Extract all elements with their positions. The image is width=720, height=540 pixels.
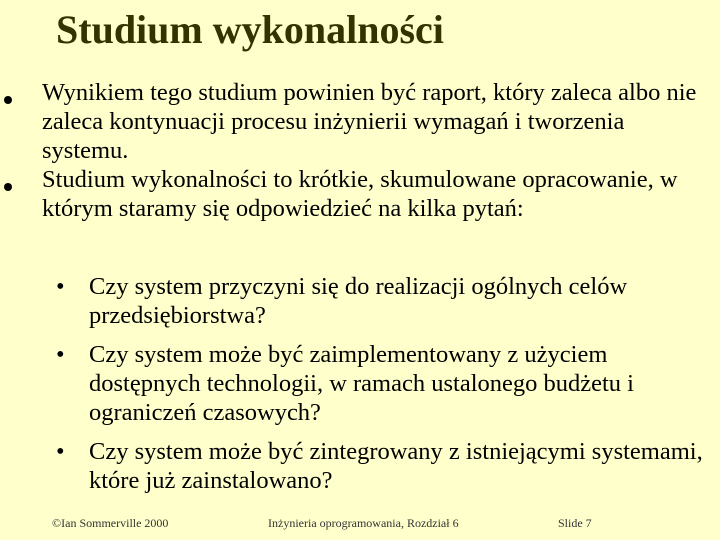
footer-slide-number: Slide 7 — [558, 516, 592, 530]
page-title: Studium wykonalności — [56, 7, 444, 52]
sub-bullet-text-1: Czy system przyczyni się do realizacji ogólnych celów przedsiębiorstwa? — [89, 273, 628, 329]
sub-bullet-marker: • — [56, 273, 65, 300]
bullet-text-2: Studium wykonalności to krótkie, skumulowane opracowanie, w którym staramy się odpowiedzieć na kilka pytań: — [42, 166, 678, 222]
sub-bullet-text-3: Czy system może być zintegrowany z istniejącymi systemami, które już zainstalowano? — [89, 438, 703, 494]
sub-bullet-marker: • — [56, 341, 65, 368]
footer-author: ©Ian Sommerville 2000 — [52, 516, 169, 530]
bullet-dot-icon — [4, 183, 12, 191]
bullet-text-1: Wynikiem tego studium powinien być raport, który zaleca albo nie zaleca kontynuacji procesu inżynierii wymagań i tworzenia systemu. — [42, 79, 697, 164]
sub-bullet-text-2: Czy system może być zaimplementowany z użyciem dostępnych technologii, w ramach ustalonego budżetu i ograniczeń czasowych? — [89, 341, 634, 426]
sub-bullet-marker: • — [56, 438, 65, 465]
footer-course: Inżynieria oprogramowania, Rozdział 6 — [268, 516, 459, 530]
bullet-dot-icon — [4, 96, 12, 104]
